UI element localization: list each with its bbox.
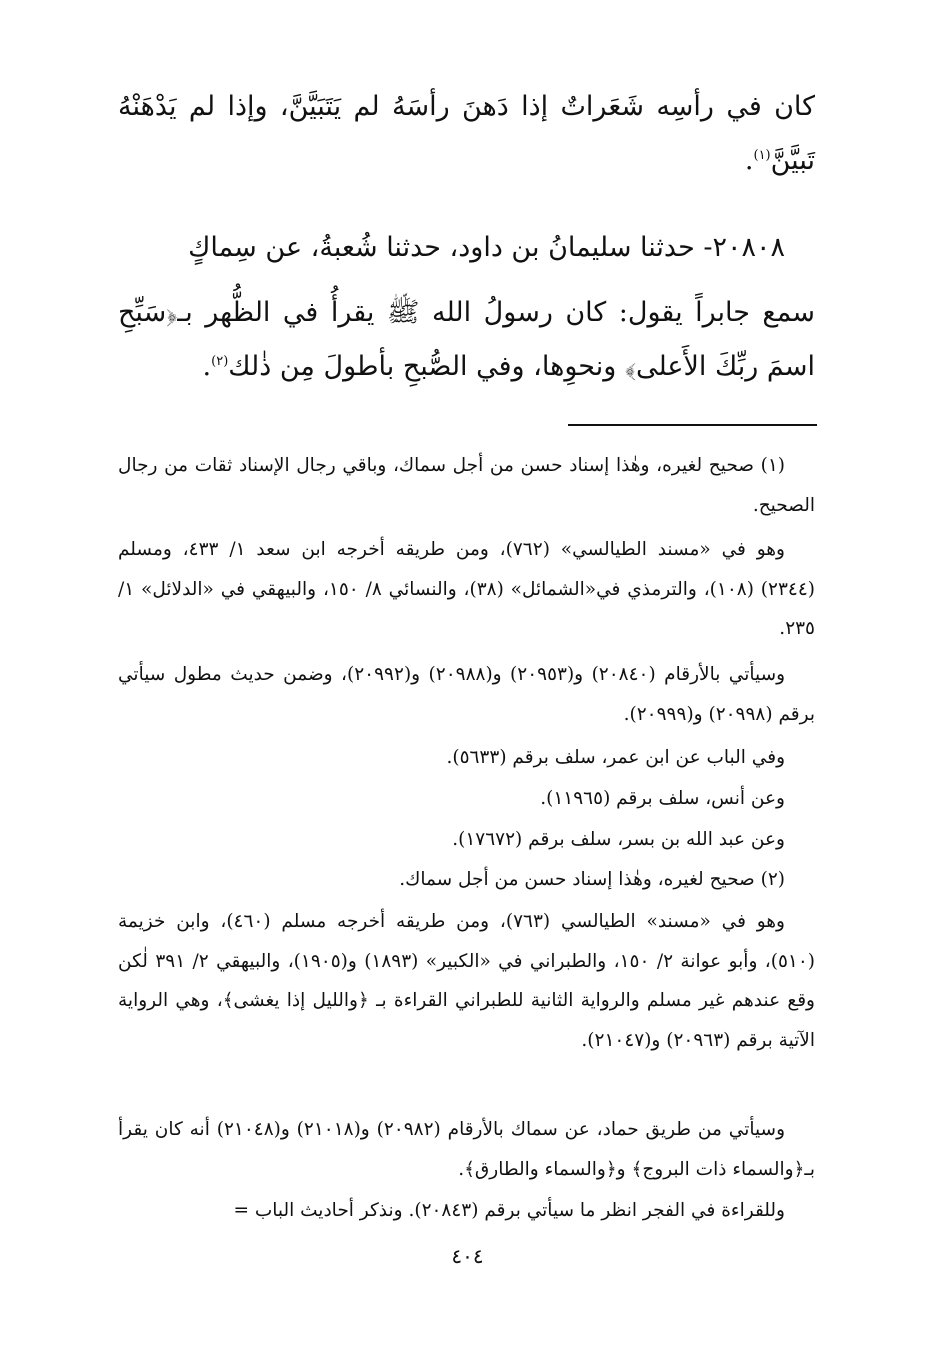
footnote-1-para-1: (١) صحيح لغيره، وهٰذا إسناد حسن من أجل سماك، وباقي رجال الإسناد ثقات من رجال الصحيح. [118,455,815,516]
footnote-2-para-1: (٢) صحيح لغيره، وهٰذا إسناد حسن من أجل سماك. [399,869,785,890]
footnote-1-para-4: وفي الباب عن ابن عمر، سلف برقم (٥٦٣٣). [446,747,785,768]
page-number: ٤٠٤ [451,1244,484,1268]
footnote-2-para-3: وسيأتي من طريق حماد، عن سماك بالأرقام (٢٠٩٨٢) و(٢١٠١٨) و(٢١٠٤٨) أنه كان يقرأ بـ﴿والسماء ذات البروج﴾ و﴿والسماء والطارق﴾. [118,1119,815,1180]
main-paragraph-2-text: سمع جابراً يقول: كان رسولُ الله ﷺ يقرأُ في الظُّهر بـ﴿سَبِّحِ اسمَ ربِّكَ الأَعلى﴾ ونحوِها، وفي الصُّبحِ بأطولَ مِن ذٰلك [118,297,815,382]
main-paragraph-1-text: كان في رأسِه شَعَراتٌ إذا دَهنَ رأسَهُ لم يَتَبَيَّنَّ، وإذا لم يَدْهَنْهُ تَبيَّنَّ [118,91,815,176]
footnote-1-para-6: وعن عبد الله بن بسر، سلف برقم (١٧٦٧٢). [452,829,785,850]
footnote-1-para-3: وسيأتي بالأرقام (٢٠٨٤٠) و(٢٠٩٥٣) و(٢٠٩٨٨) و(٢٠٩٩٢)، وضمن حديث مطول سيأتي برقم (٢٠٩٩٨) و(٢٠٩٩٩). [118,664,815,725]
main-paragraph-1-end: . [744,145,754,176]
main-paragraph-2-end: . [202,351,212,382]
footnote-2-para-2: وهو في «مسند» الطيالسي (٧٦٣)، ومن طريقه أخرجه مسلم (٤٦٠)، وابن خزيمة (٥١٠)، وأبو عوانة ٢/ ١٥٠، والطبراني في «الكبير» (١٨٩٣) و(١٩٠٥)، والبيهقي ٢/ ٣٩١ لٰكن وقع عندهم غير مسلم والرواية الثانية للطبراني القراءة بـ ﴿والليل إذا يغشى﴾، وهي الرواية الآتية برقم (٢٠٩٦٣) و(٢١٠٤٧). [118,911,815,1051]
footnote-1-para-2: وهو في «مسند الطيالسي» (٧٦٢)، ومن طريقه أخرجه ابن سعد ١/ ٤٣٣، ومسلم (٢٣٤٤) (١٠٨)، والترمذي في«الشمائل» (٣٨)، والنسائي ٨/ ١٥٠، والبيهقي في «الدلائل» ١/ ٢٣٥. [118,539,815,639]
main-paragraph-2 [118,286,815,394]
footnote-ref-1: (١) [753,148,771,163]
footnote-separator [568,424,817,426]
footnote-2-para-4: وللقراءة في الفجر انظر ما سيأتي برقم (٢٠٨٤٣). ونذكر أحاديث الباب = [233,1200,785,1221]
hadith-heading [118,221,785,275]
footnote-ref-2: (٢) [211,354,229,369]
hadith-heading-text: ٢٠٨٠٨- حدثنا سليمانُ بن داود، حدثنا شُعبةُ، عن سِماكٍ [188,232,785,263]
footnote-1-para-5: وعن أنس، سلف برقم (١١٩٦٥). [540,788,785,809]
main-paragraph-1 [118,80,815,188]
